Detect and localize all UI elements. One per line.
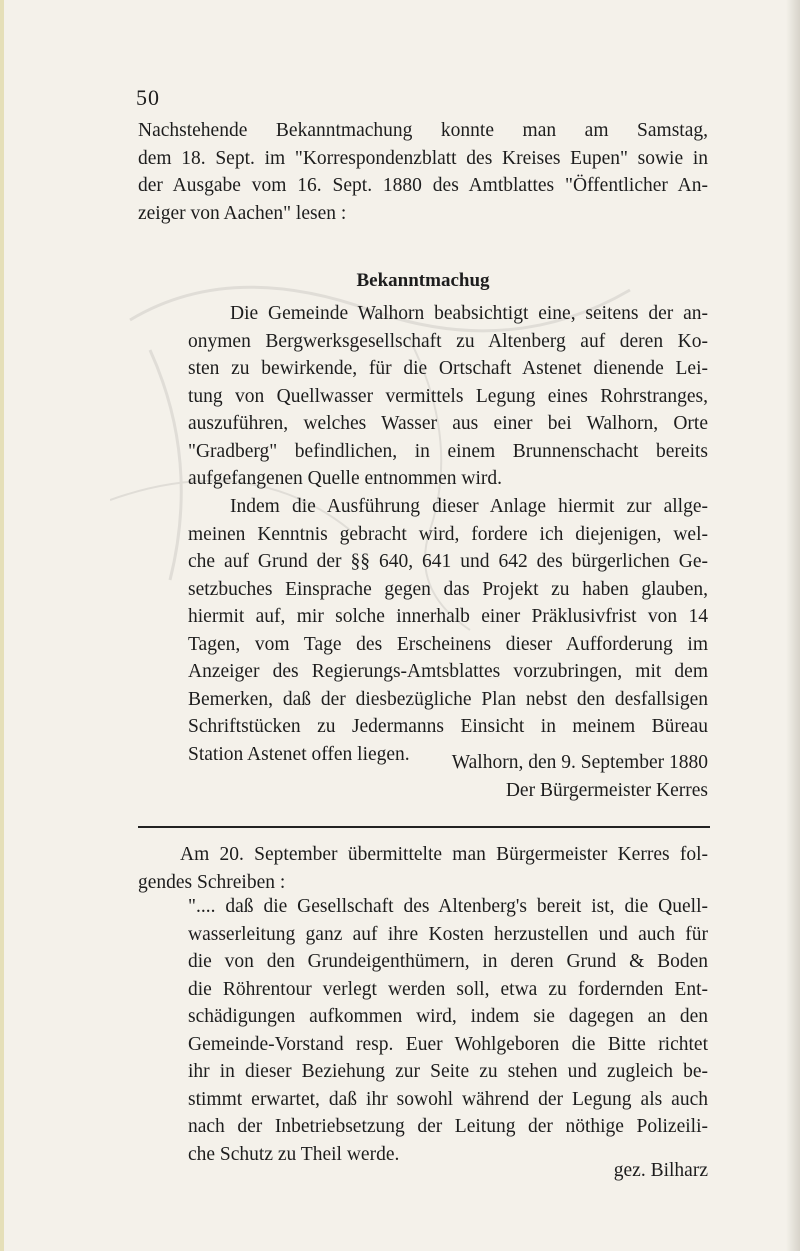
text-line: meinen Kenntnis gebracht wird, fordere ich diejenigen, wel- <box>188 523 708 545</box>
signatory: Der Bürgermeister Kerres <box>505 780 708 801</box>
text-line: Die Gemeinde Walhorn beabsichtigt eine, seitens der an- <box>230 303 708 324</box>
page-edge <box>0 0 4 1251</box>
announcement-paragraph-2 <box>188 493 708 768</box>
text-line: wasserleitung ganz auf ihre Kosten herzustellen und auch für <box>188 923 708 945</box>
followup-intro <box>138 841 708 896</box>
text-line: sten zu bewirkende, für die Ortschaft Astenet dienende Lei- <box>188 358 708 379</box>
text-line: auszuführen, welches Wasser aus einer bei Walhorn, Orte <box>188 413 708 434</box>
text-line: zeiger von Aachen" lesen : <box>138 202 347 224</box>
text-line: Indem die Ausführung dieser Anlage hiermit zur allge- <box>230 496 708 517</box>
spine-shadow <box>786 0 800 1251</box>
text-line: der Ausgabe vom 16. Sept. 1880 des Amtblattes "Öffentlicher An- <box>138 175 708 196</box>
text-line: Tagen, vom Tage des Erscheinens dieser Aufforderung im <box>188 633 708 655</box>
text-line: hiermit auf, mir solche innerhalb einer Präklusivfrist von 14 <box>188 606 708 627</box>
text-line: Station Astenet offen liegen. <box>188 743 410 765</box>
intro-paragraph <box>138 117 708 227</box>
text-line: "Gradberg" befindlichen, in einem Brunnenschacht bereits <box>188 440 708 462</box>
text-line: Schriftstücken zu Jedermanns Einsicht in meinem Büreau <box>188 716 708 737</box>
text-line: Am 20. September übermittelte man Bürgermeister Kerres fol- <box>180 844 708 865</box>
text-line: ihr in dieser Beziehung zur Seite zu stehen und zugleich be- <box>188 1061 708 1082</box>
text-line: schädigungen aufkommen wird, indem sie dagegen an den <box>188 1006 708 1027</box>
section-divider <box>138 826 710 828</box>
text-line: gendes Schreiben : <box>138 871 286 893</box>
announcement-paragraph-1 <box>188 300 708 493</box>
text-line: che auf Grund der §§ 640, 641 und 642 des bürgerlichen Ge- <box>188 551 708 572</box>
text-line: tung von Quellwasser vermittels Legung eines Rohrstranges, <box>188 385 708 407</box>
letter-signature: gez. Bilharz <box>613 1160 708 1181</box>
text-line: Bemerken, daß der diesbezügliche Plan nebst den desfallsigen <box>188 688 708 710</box>
text-line: Nachstehende Bekanntmachung konnte man am Samstag, <box>138 120 708 141</box>
text-line: die Röhrentour verlegt werden soll, etwa zu fordernden Ent- <box>188 978 708 1000</box>
text-line: nach der Inbetriebsetzung der Leitung der nöthige Polizeili- <box>188 1116 708 1137</box>
text-line: Anzeiger des Regierungs-Amtsblattes vorzubringen, mit dem <box>188 661 708 682</box>
text-line: ".... daß die Gesellschaft des Altenberg's bereit ist, die Quell- <box>188 896 708 917</box>
text-line: stimmt erwartet, daß ihr sowohl während der Legung als auch <box>188 1088 708 1110</box>
page-number: 50 <box>136 85 160 110</box>
text-line: dem 18. Sept. im "Korrespondenzblatt des Kreises Eupen" sowie in <box>138 147 708 169</box>
text-line: aufgefangenen Quelle entnommen wird. <box>188 468 503 489</box>
text-line: setzbuches Einsprache gegen das Projekt zu haben glauben, <box>188 578 708 600</box>
announcement-heading: Bekanntmachug <box>356 270 490 291</box>
text-line: onymen Bergwerksgesellschaft zu Altenberg auf deren Ko- <box>188 330 708 352</box>
text-line: die von den Grundeigenthümern, in deren Grund & Boden <box>188 951 708 972</box>
quoted-letter <box>188 893 708 1168</box>
text-line: Gemeinde-Vorstand resp. Euer Wohlgeboren die Bitte richtet <box>188 1033 708 1055</box>
text-line: che Schutz zu Theil werde. <box>188 1143 400 1165</box>
place-date: Walhorn, den 9. September 1880 <box>451 752 708 773</box>
